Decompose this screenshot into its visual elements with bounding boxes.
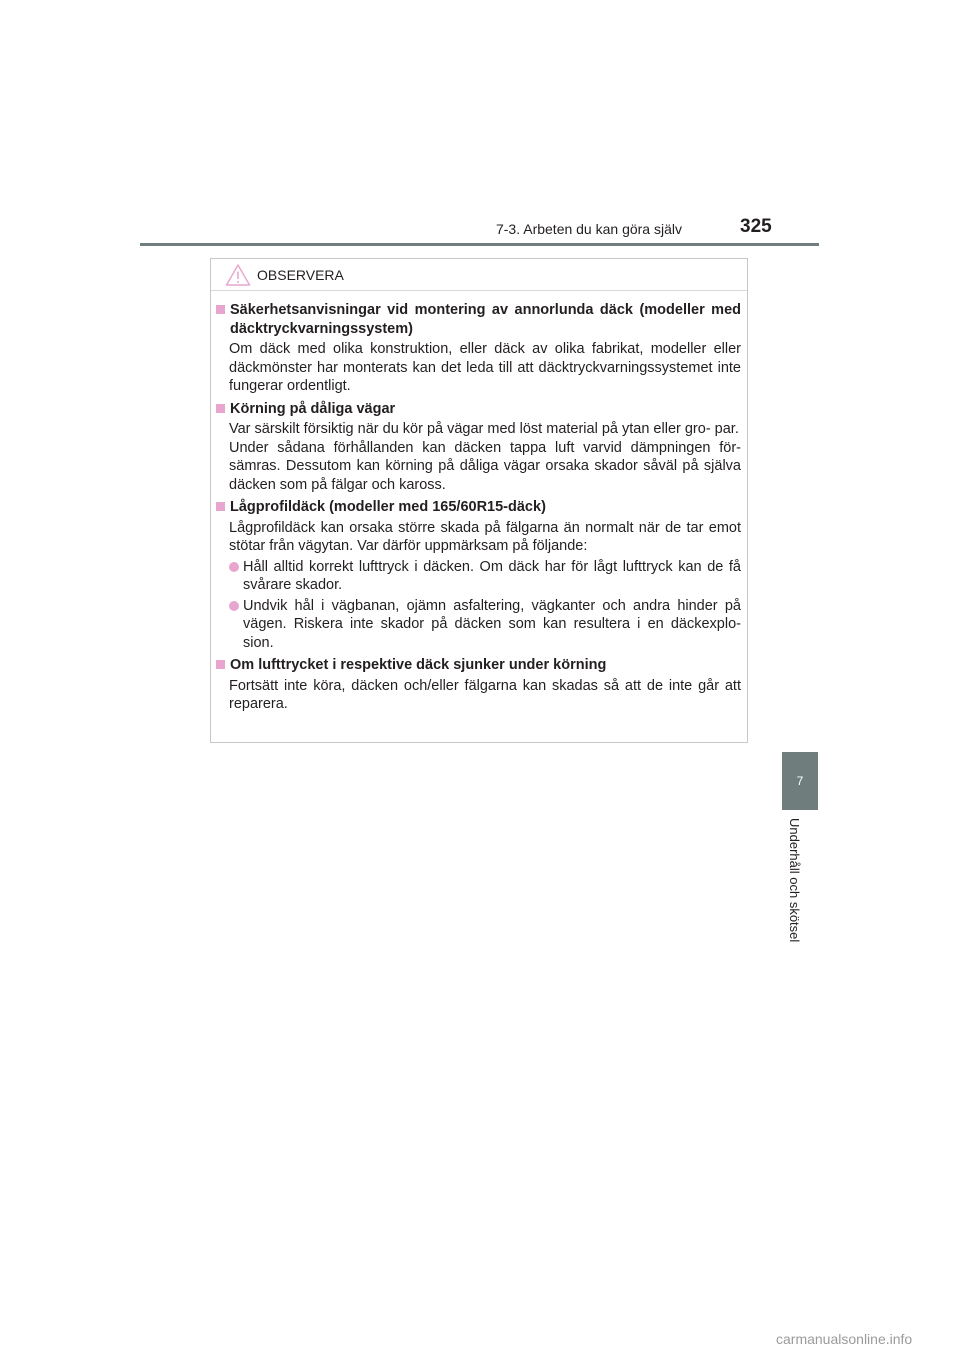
square-bullet-icon <box>216 404 225 413</box>
circle-bullet-icon <box>229 562 239 572</box>
header-rule <box>140 243 819 246</box>
square-bullet-icon <box>216 305 225 314</box>
section-pressure-drop <box>215 656 741 714</box>
chapter-label: Underhåll och skötsel <box>787 818 802 943</box>
warning-triangle-icon <box>225 263 251 287</box>
section-heading: Säkerhetsanvisningar vid montering av annorlunda däck (modeller med däcktryckvarningssystem) <box>215 301 741 338</box>
square-bullet-icon <box>216 660 225 669</box>
section-low-profile-tires <box>215 498 741 652</box>
list-item: Håll alltid korrekt lufttryck i däcken. Om däck har för lågt lufttryck kan de få svårare skador. <box>229 558 741 595</box>
section-heading: Lågprofildäck (modeller med 165/60R15-däck) <box>215 498 741 517</box>
chapter-tab <box>782 752 818 810</box>
chapter-number: 7 <box>796 774 804 788</box>
paragraph: Var särskilt försiktig när du kör på vägar med löst material på ytan eller gro- par. <box>229 421 739 437</box>
notice-header <box>225 261 344 289</box>
list-item: Undvik hål i vägbanan, ojämn asfaltering, vägkanter och andra hinder på vägen. Riskera inte skador på däcken som kan resultera i en däckexplo- sion. <box>229 597 741 653</box>
section-bad-roads <box>215 400 741 495</box>
paragraph: Fortsätt inte köra, däcken och/eller fälgarna kan skadas så att de inte går att reparera. <box>229 677 741 712</box>
notice-title: OBSERVERA <box>257 267 344 283</box>
section-tire-mounting <box>215 301 741 396</box>
notice-box <box>210 258 748 743</box>
section-heading: Om lufttrycket i respektive däck sjunker under körning <box>215 656 741 675</box>
square-bullet-icon <box>216 502 225 511</box>
notice-divider <box>211 290 747 291</box>
section-heading: Körning på dåliga vägar <box>215 400 741 419</box>
header-title: 7-3. Arbeten du kan göra själv <box>495 221 682 237</box>
watermark-link[interactable]: carmanualsonline.info <box>776 1331 913 1347</box>
circle-bullet-icon <box>229 601 239 611</box>
paragraph: Under sådana förhållanden kan däcken tappa luft varvid dämpningen för- sämras. Dessutom kan körning på dåliga vägar orsaka skador såväl på själva däcken som på fälgar och kaross. <box>229 439 741 493</box>
page-number: 325 <box>740 216 772 237</box>
paragraph: Om däck med olika konstruktion, eller däck av olika fabrikat, modeller eller däckmönster har monterats kan det leda till att däcktryckvarningssystemet inte fungerar ordentligt. <box>229 341 741 394</box>
notice-content <box>215 301 741 718</box>
paragraph: Lågprofildäck kan orsaka större skada på fälgarna än normalt när de tar emot stötar från vägytan. Var därför uppmärksam på följande: <box>229 519 741 554</box>
